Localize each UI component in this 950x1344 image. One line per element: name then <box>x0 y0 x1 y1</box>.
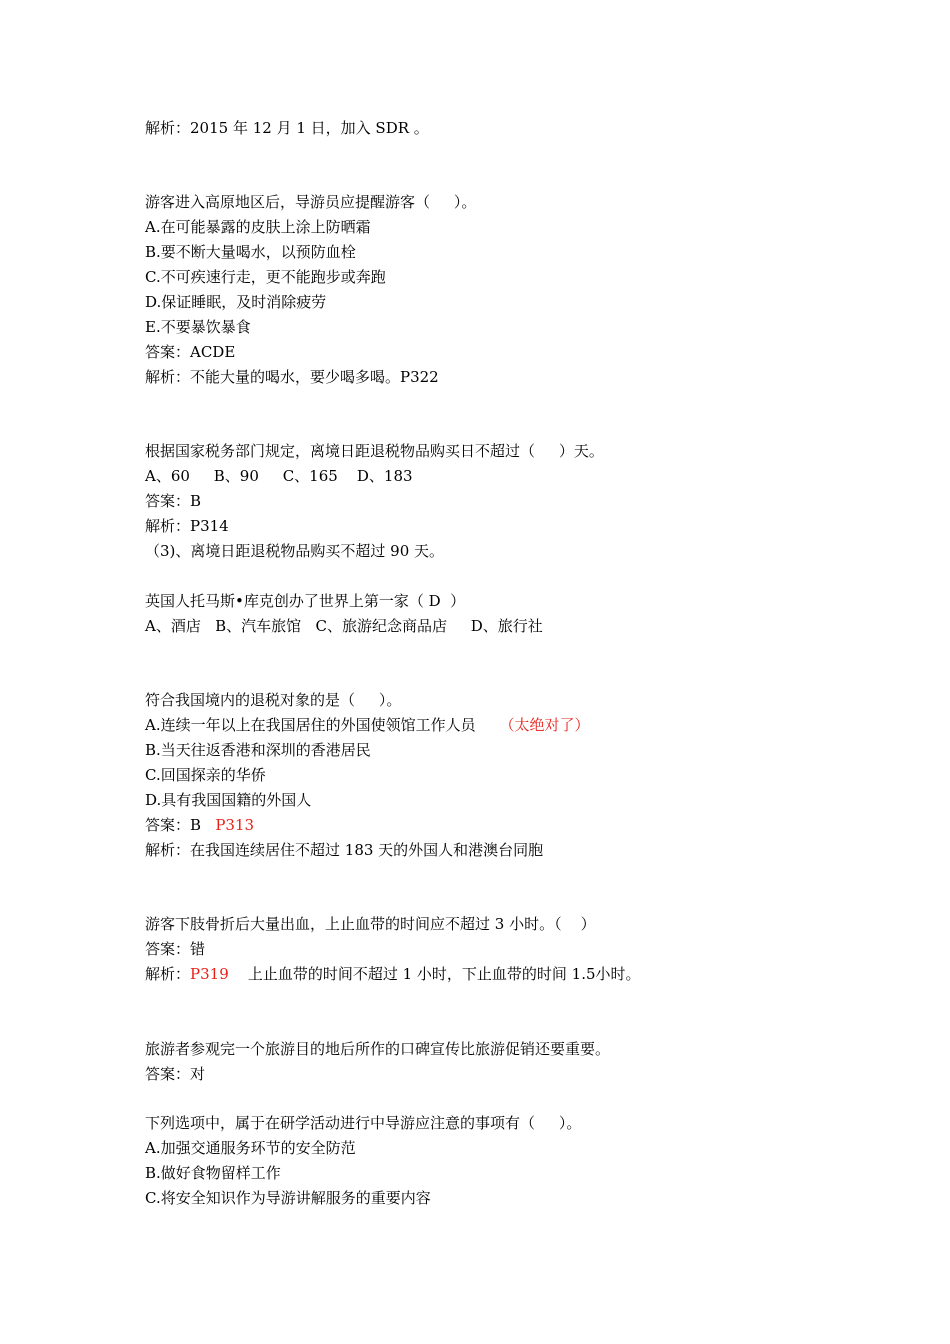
question-line: 游客进入高原地区后，导游员应提醒游客（ ）。 <box>145 193 477 211</box>
option-line: A.连续一年以上在我国居住的外国使领馆工作人员 （太绝对了） <box>145 716 590 734</box>
question-line: 英国人托马斯•库克创办了世界上第一家（ D ） <box>145 592 466 610</box>
question-line: 游客下肢骨折后大量出血，上止血带的时间应不超过 3 小时。（ ） <box>145 915 596 933</box>
option-line: E.不要暴饮暴食 <box>145 318 251 336</box>
answer-line: 答案：B <box>145 492 202 510</box>
answer-line: 答案：错 <box>145 940 206 958</box>
analysis-line: 解析：不能大量的喝水，要少喝多喝。P322 <box>145 368 439 386</box>
option-line: A、酒店 B、汽车旅馆 C、旅游纪念商品店 D、旅行社 <box>145 617 543 635</box>
analysis-line: 解析：2015 年 12 月 1 日，加入 SDR 。 <box>145 119 429 137</box>
question-line: 下列选项中，属于在研学活动进行中导游应注意的事项有（ ）。 <box>145 1114 582 1132</box>
option-line: A、60 B、90 C、165 D、183 <box>145 467 413 485</box>
red-annotation: （太绝对了） <box>499 716 590 734</box>
red-annotation: P313 <box>215 816 255 834</box>
analysis-line: 解析：在我国连续居住不超过 183 天的外国人和港澳台同胞 <box>145 841 544 859</box>
question-line: 符合我国境内的退税对象的是（ ）。 <box>145 691 402 709</box>
option-line: A.在可能暴露的皮肤上涂上防晒霜 <box>145 218 371 236</box>
option-line: C.不可疾速行走，更不能跑步或奔跑 <box>145 268 386 286</box>
answer-line: 答案：B P313 <box>145 816 255 834</box>
option-line: D.具有我国国籍的外国人 <box>145 791 312 809</box>
question-line: 根据国家税务部门规定，离境日距退税物品购买日不超过（ ）天。 <box>145 442 604 460</box>
option-line: D.保证睡眠，及时消除疲劳 <box>145 293 327 311</box>
red-annotation: P319 <box>190 965 229 983</box>
note-line: （3)、离境日距退税物品购买不超过 90 天。 <box>145 542 445 560</box>
answer-line: 答案：ACDE <box>145 343 236 361</box>
option-line: A.加强交通服务环节的安全防范 <box>145 1139 356 1157</box>
question-line: 旅游者参观完一个旅游目的地后所作的口碑宣传比旅游促销还要重要。 <box>145 1040 611 1058</box>
option-line: B.当天往返香港和深圳的香港居民 <box>145 741 371 759</box>
option-line: C.回国探亲的华侨 <box>145 766 266 784</box>
analysis-line: 解析：P319 上止血带的时间不超过 1 小时，下止血带的时间 1.5小时。 <box>145 965 641 983</box>
analysis-line: 解析：P314 <box>145 517 229 535</box>
option-line: B.做好食物留样工作 <box>145 1164 281 1182</box>
option-line: C.将安全知识作为导游讲解服务的重要内容 <box>145 1189 431 1207</box>
answer-line: 答案：对 <box>145 1065 206 1083</box>
option-line: B.要不断大量喝水，以预防血栓 <box>145 243 356 261</box>
